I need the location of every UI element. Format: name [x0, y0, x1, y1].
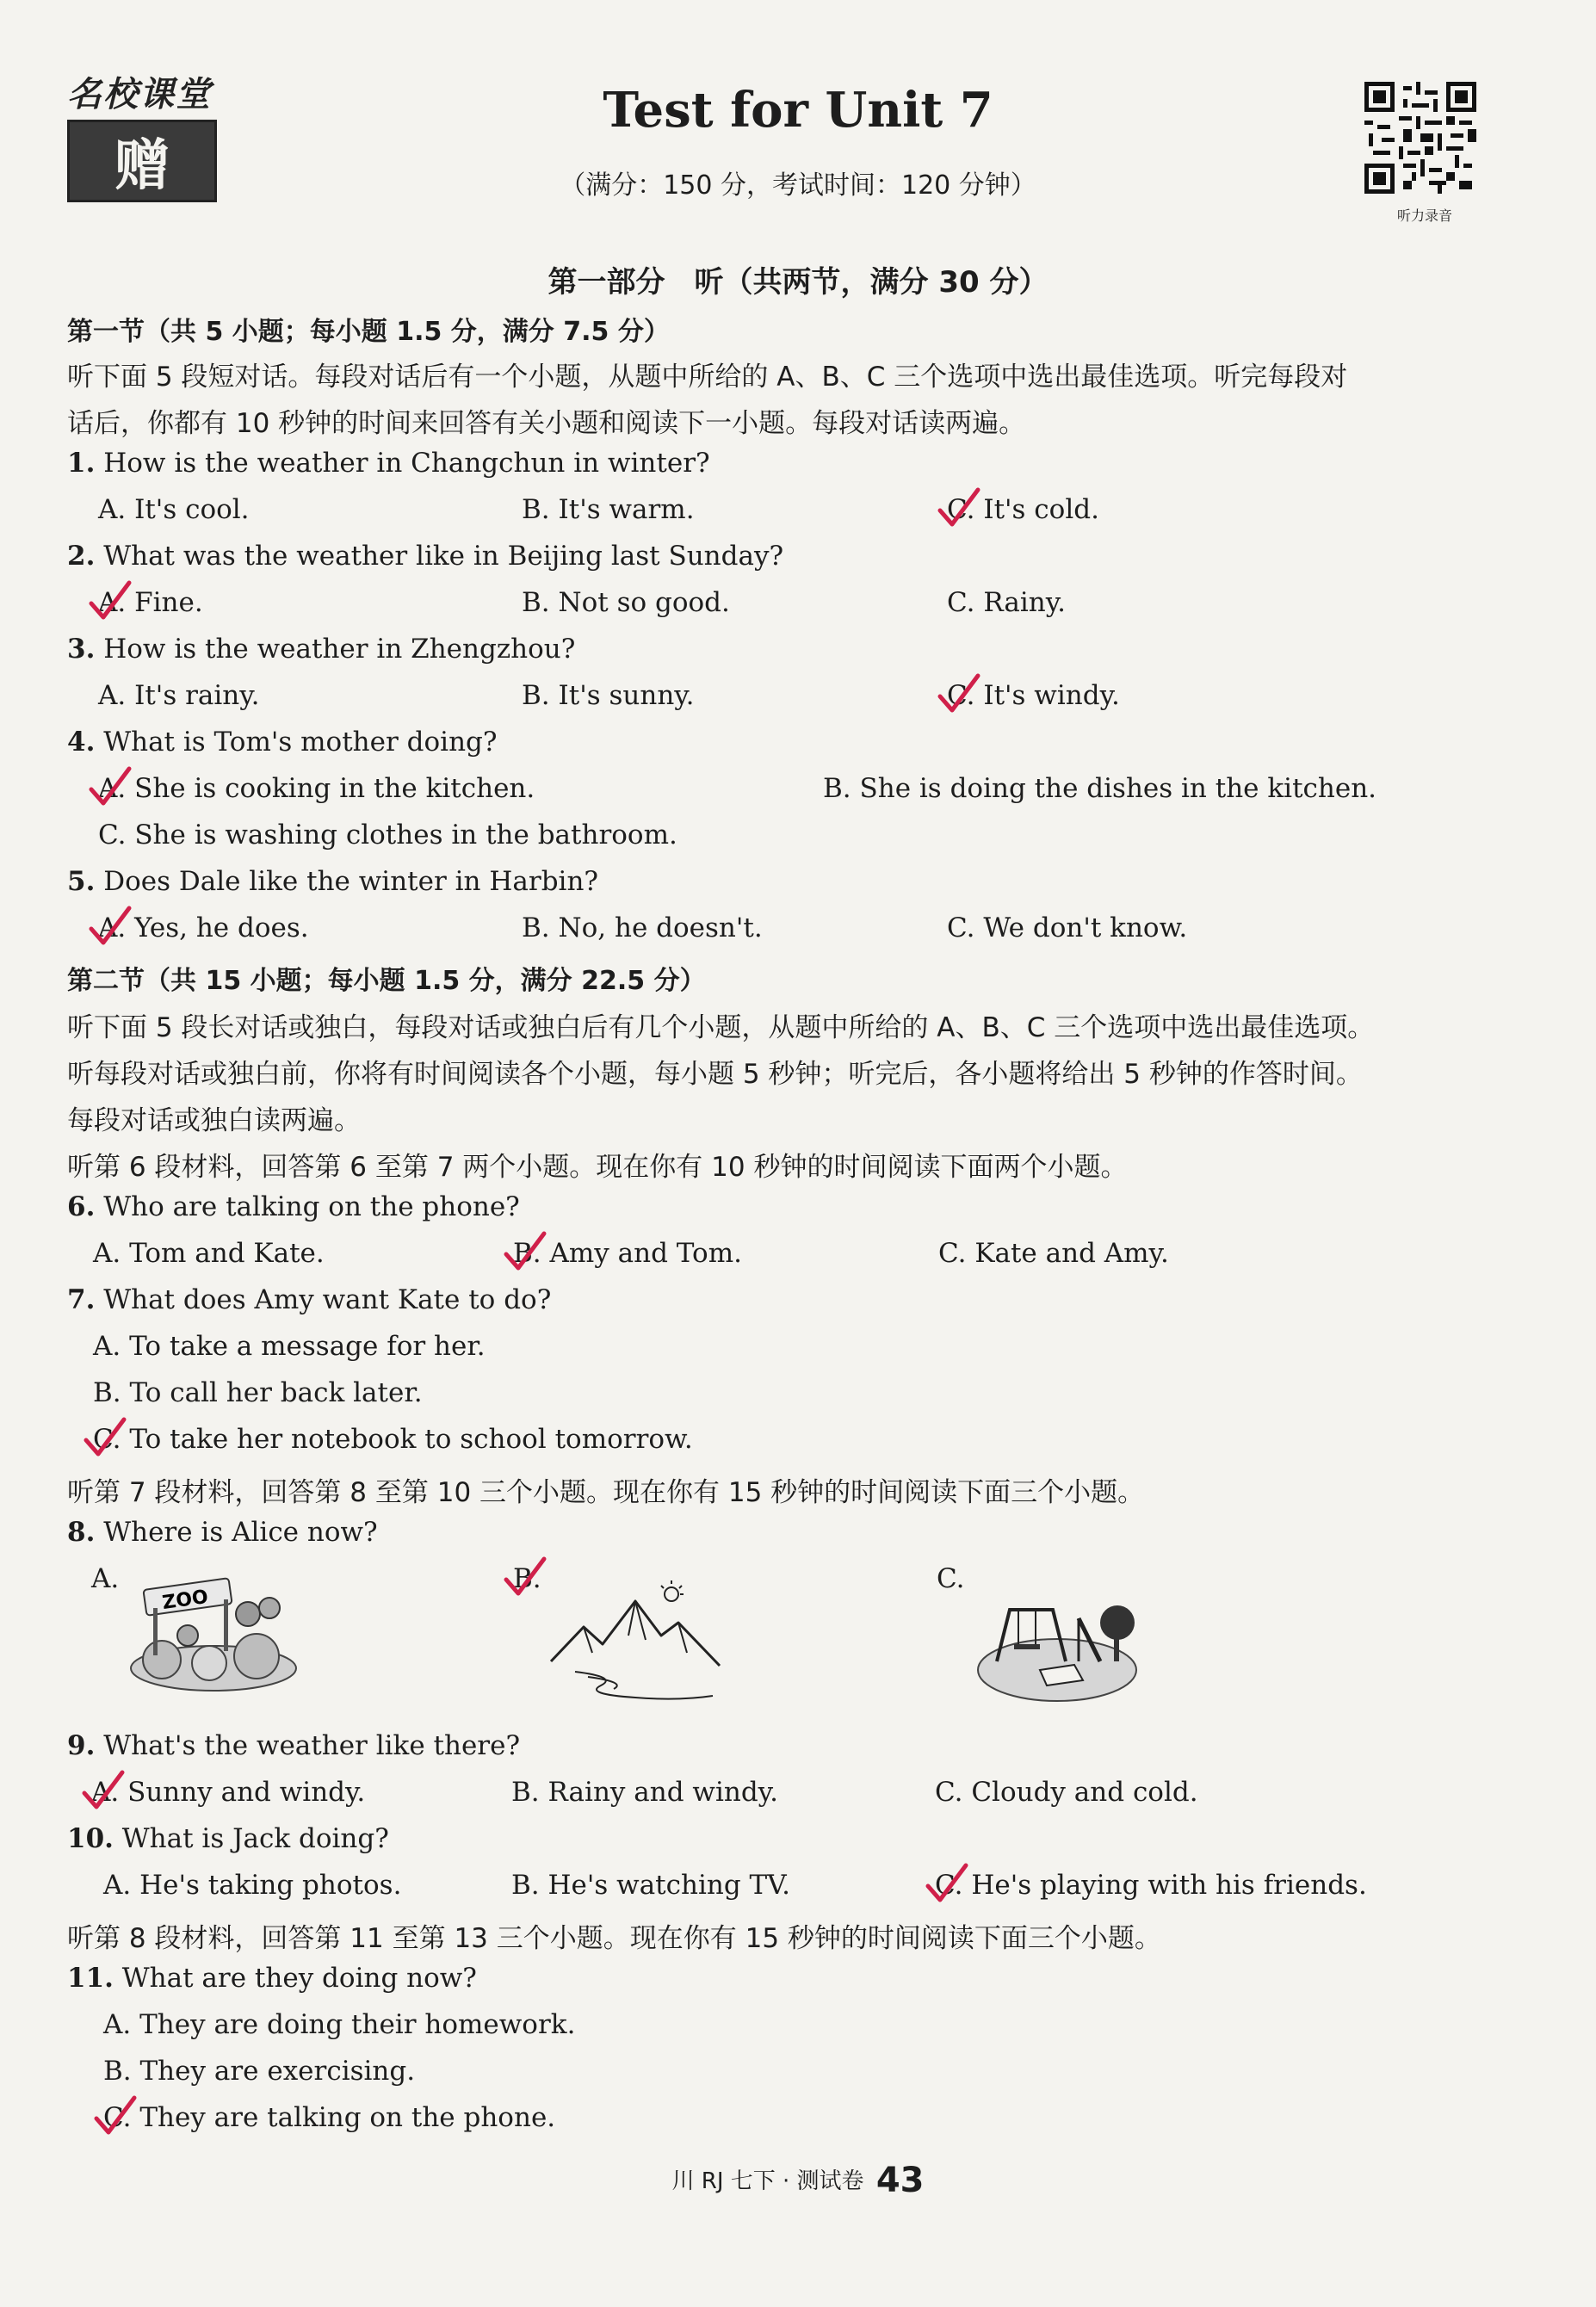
check-mark-icon: [83, 1416, 127, 1459]
option-1c[interactable]: C. It's cold.: [947, 494, 1099, 525]
section2-instruction-line: 听下面 5 段长对话或独白，每段对话或独白后有几个小题，从题中所给的 A、B、C 三个选项中选出最佳选项。: [67, 1012, 1375, 1043]
option-10a[interactable]: A. He's taking photos.: [103, 1870, 402, 1901]
option-5c[interactable]: C. We don't know.: [947, 912, 1188, 943]
option-10b[interactable]: B. He's watching TV.: [511, 1870, 791, 1901]
option-3b[interactable]: B. It's sunny.: [522, 680, 695, 711]
option-7b[interactable]: B. To call her back later.: [93, 1377, 423, 1408]
footer-label: 川 RJ 七下 · 测试卷: [671, 2168, 864, 2194]
page-footer: [0, 2161, 1596, 2200]
question-1: 1. How is the weather in Changchun in winter?: [67, 448, 710, 479]
question-9: 9. What's the weather like there?: [67, 1730, 521, 1761]
option-5a[interactable]: A. Yes, he does.: [98, 912, 309, 943]
check-mark-icon: [81, 1769, 126, 1812]
section2-title: 第二节（共 15 小题；每小题 1.5 分，满分 22.5 分）: [67, 966, 706, 996]
section1-instruction-line: 听下面 5 段短对话。每段对话后有一个小题，从题中所给的 A、B、C 三个选项中选出最佳选项。听完每段对: [67, 362, 1348, 393]
option-6c[interactable]: C. Kate and Amy.: [938, 1238, 1169, 1269]
question-3: 3. How is the weather in Zhengzhou?: [67, 634, 576, 665]
question-8: 8. Where is Alice now?: [67, 1517, 378, 1548]
option-9a[interactable]: A. Sunny and windy.: [91, 1777, 366, 1808]
section1-title: 第一节（共 5 小题；每小题 1.5 分，满分 7.5 分）: [67, 317, 670, 347]
check-mark-icon: [503, 1556, 547, 1599]
material-7-instruction: 听第 7 段材料，回答第 8 至第 10 三个小题。现在你有 15 秒钟的时间阅读下面三个小题。: [67, 1477, 1145, 1508]
section2-instruction-line: 每段对话或独白读两遍。: [67, 1105, 361, 1136]
zoo-picture: [127, 1567, 300, 1692]
question-11: 11. What are they doing now?: [67, 1963, 477, 1994]
playground-picture: [971, 1575, 1143, 1704]
option-3c[interactable]: C. It's windy.: [947, 680, 1120, 711]
option-11a[interactable]: A. They are doing their homework.: [103, 2009, 576, 2040]
option-3a[interactable]: A. It's rainy.: [98, 680, 260, 711]
material-8-instruction: 听第 8 段材料，回答第 11 至第 13 三个小题。现在你有 15 秒钟的时间阅读下面三个小题。: [67, 1923, 1161, 1954]
qr-code-icon[interactable]: [1364, 82, 1476, 194]
part1-heading: 第一部分 听（共两节，满分 30 分）: [547, 265, 1049, 300]
option-9c[interactable]: C. Cloudy and cold.: [935, 1777, 1198, 1808]
gift-badge: 赠: [67, 120, 217, 202]
question-2: 2. What was the weather like in Beijing last Sunday?: [67, 541, 784, 572]
option-8c[interactable]: C.: [937, 1563, 965, 1594]
option-4a[interactable]: A. She is cooking in the kitchen.: [98, 773, 535, 804]
check-mark-icon: [925, 1862, 969, 1905]
check-mark-icon: [88, 765, 133, 808]
option-8b[interactable]: B.: [513, 1563, 541, 1594]
option-5b[interactable]: B. No, he doesn't.: [522, 912, 763, 943]
check-mark-icon: [937, 486, 981, 529]
mountain-picture: [549, 1575, 721, 1704]
check-mark-icon: [503, 1230, 547, 1273]
option-2a[interactable]: A. Fine.: [98, 587, 203, 618]
zoo-sign-text: ZOO: [161, 1586, 210, 1615]
page-number: 43: [875, 2161, 925, 2200]
check-mark-icon: [88, 579, 133, 622]
section1-instruction-line: 话后，你都有 10 秒钟的时间来回答有关小题和阅读下一小题。每段对话读两遍。: [67, 408, 1026, 439]
question-7: 7. What does Amy want Kate to do?: [67, 1284, 552, 1315]
page-title: Test for Unit 7: [603, 82, 993, 139]
option-2c[interactable]: C. Rainy.: [947, 587, 1066, 618]
material-6-instruction: 听第 6 段材料，回答第 6 至第 7 两个小题。现在你有 10 秒钟的时间阅读下面两个小题。: [67, 1152, 1128, 1183]
question-4: 4. What is Tom's mother doing?: [67, 727, 498, 758]
option-8a[interactable]: A.: [91, 1563, 120, 1594]
check-mark-icon: [88, 905, 133, 948]
logo-text: 名校课堂: [67, 75, 212, 114]
option-9b[interactable]: B. Rainy and windy.: [511, 1777, 778, 1808]
option-11c[interactable]: C. They are talking on the phone.: [103, 2102, 556, 2133]
option-2b[interactable]: B. Not so good.: [522, 587, 730, 618]
option-4b[interactable]: B. She is doing the dishes in the kitchen.: [823, 773, 1377, 804]
score-time-info: （满分：150 分，考试时间：120 分钟）: [560, 170, 1036, 201]
question-5: 5. Does Dale like the winter in Harbin?: [67, 866, 599, 897]
option-11b[interactable]: B. They are exercising.: [103, 2056, 416, 2087]
option-1b[interactable]: B. It's warm.: [522, 494, 695, 525]
check-mark-icon: [937, 672, 981, 715]
section2-instruction-line: 听每段对话或独白前，你将有时间阅读各个小题，每小题 5 秒钟；听完后，各小题将给出 5 秒钟的作答时间。: [67, 1059, 1363, 1090]
question-10: 10. What is Jack doing?: [67, 1823, 389, 1854]
option-7c[interactable]: C. To take her notebook to school tomorrow.: [93, 1424, 693, 1455]
question-6: 6. Who are talking on the phone?: [67, 1191, 520, 1222]
option-10c[interactable]: C. He's playing with his friends.: [935, 1870, 1367, 1901]
option-6b[interactable]: B. Amy and Tom.: [513, 1238, 742, 1269]
option-1a[interactable]: A. It's cool.: [98, 494, 250, 525]
option-6a[interactable]: A. Tom and Kate.: [93, 1238, 325, 1269]
option-4c[interactable]: C. She is washing clothes in the bathroom.: [98, 820, 677, 850]
check-mark-icon: [93, 2094, 138, 2137]
option-7a[interactable]: A. To take a message for her.: [93, 1331, 486, 1362]
qr-caption: 听力录音: [1396, 207, 1452, 224]
